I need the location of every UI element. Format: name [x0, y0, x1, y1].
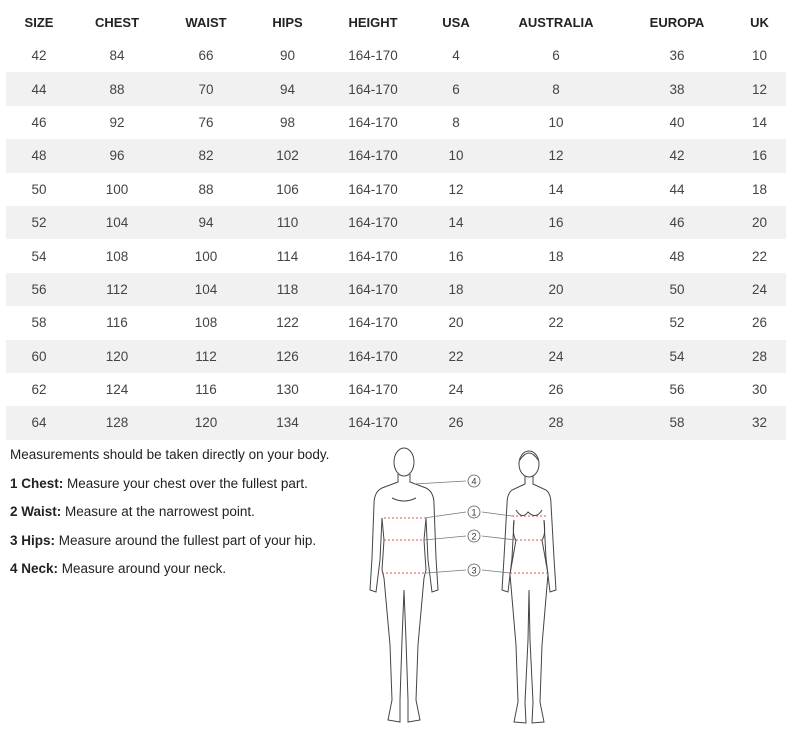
note-neck: [10, 560, 365, 578]
table-row: [6, 239, 786, 272]
marker-3: [468, 564, 480, 576]
note-hips: [10, 532, 365, 550]
cell-australia: 26: [548, 382, 564, 398]
table-row: [6, 306, 786, 339]
notes-intro: Measurements should be taken directly on your body.: [10, 447, 330, 462]
header-hips: HIPS: [272, 15, 303, 30]
cell-hips: 106: [276, 181, 299, 197]
cell-usa: 12: [448, 181, 464, 197]
cell-height: 164-170: [348, 114, 398, 130]
cell-australia: 8: [491, 72, 621, 105]
cell-uk: 30: [751, 382, 768, 398]
cell-hips: 102: [250, 139, 325, 172]
cell-australia: 6: [552, 48, 560, 64]
cell-size: 44: [6, 72, 72, 105]
cell-chest: 84: [109, 48, 125, 64]
cell-size: 50: [31, 181, 47, 197]
cell-usa: 8: [452, 114, 460, 130]
cell-usa: 20: [448, 315, 464, 331]
cell-australia: 12: [491, 139, 621, 172]
header-height: HEIGHT: [348, 15, 398, 30]
male-figure-icon: [370, 448, 438, 722]
cell-europa: 56: [669, 382, 685, 398]
cell-size: 48: [6, 139, 72, 172]
cell-chest: 128: [72, 406, 162, 439]
note-hips-label: 3 Hips:: [10, 532, 56, 548]
cell-height: 164-170: [348, 48, 398, 64]
cell-uk: 20: [733, 206, 786, 239]
cell-size: 46: [31, 114, 47, 130]
cell-size: 62: [31, 382, 47, 398]
header-usa: USA: [442, 15, 470, 30]
table-row: [6, 373, 786, 406]
cell-chest: 108: [105, 248, 129, 264]
cell-europa: 40: [669, 114, 685, 130]
table-row: [6, 206, 786, 239]
note-hips-text: Measure around the fullest part of your hip.: [55, 532, 317, 548]
cell-height: 164-170: [348, 315, 398, 331]
size-chart-table: [6, 6, 786, 440]
note-waist-label: 2 Waist:: [10, 504, 62, 519]
cell-uk: 28: [733, 340, 786, 373]
cell-size: 58: [31, 315, 47, 331]
marker-1: [468, 506, 480, 518]
note-chest-text: Measure your chest over the fullest part.: [63, 475, 308, 491]
cell-australia: 20: [491, 273, 621, 306]
cell-height: 164-170: [325, 72, 421, 105]
cell-waist: 100: [194, 248, 218, 264]
body-measurement-diagram: [362, 440, 572, 730]
cell-hips: 94: [250, 72, 325, 105]
measurement-notes: [10, 446, 365, 589]
header-waist: WAIST: [185, 15, 227, 30]
cell-waist: 104: [162, 273, 250, 306]
cell-europa: 44: [669, 181, 685, 197]
cell-height: 164-170: [348, 181, 398, 197]
cell-hips: 98: [279, 114, 296, 130]
cell-usa: 26: [421, 406, 491, 439]
cell-height: 164-170: [325, 206, 421, 239]
cell-europa: 42: [621, 139, 733, 172]
table-row: [6, 39, 786, 72]
cell-uk: 18: [751, 181, 768, 197]
cell-waist: 66: [198, 48, 214, 64]
svg-text:4: 4: [471, 476, 477, 487]
cell-usa: 16: [448, 248, 464, 264]
note-waist: [10, 503, 365, 521]
cell-australia: 18: [548, 248, 564, 264]
cell-waist: 70: [162, 72, 250, 105]
leader-lines: [414, 481, 516, 573]
table-row: [6, 106, 786, 139]
table-body: [6, 39, 786, 440]
cell-australia: 28: [491, 406, 621, 439]
cell-height: 164-170: [325, 273, 421, 306]
cell-chest: 88: [72, 72, 162, 105]
cell-australia: 22: [548, 315, 564, 331]
cell-height: 164-170: [325, 340, 421, 373]
table-row: [6, 273, 786, 306]
cell-europa: 48: [669, 248, 685, 264]
cell-size: 64: [6, 406, 72, 439]
cell-waist: 82: [162, 139, 250, 172]
marker-4: [468, 475, 480, 487]
cell-usa: 6: [421, 72, 491, 105]
header-europa: EUROPA: [649, 15, 705, 30]
cell-uk: 10: [751, 48, 768, 64]
cell-chest: 124: [105, 382, 129, 398]
marker-2: [468, 530, 480, 542]
cell-usa: 24: [448, 382, 464, 398]
cell-chest: 112: [72, 273, 162, 306]
cell-europa: 58: [621, 406, 733, 439]
cell-waist: 88: [198, 181, 214, 197]
cell-waist: 120: [162, 406, 250, 439]
cell-hips: 134: [250, 406, 325, 439]
cell-uk: 26: [751, 315, 768, 331]
cell-height: 164-170: [348, 382, 398, 398]
cell-size: 56: [6, 273, 72, 306]
header-chest: CHEST: [94, 15, 140, 30]
svg-text:3: 3: [471, 565, 477, 576]
note-chest: [10, 475, 365, 493]
cell-chest: 100: [105, 181, 129, 197]
table-row: [6, 340, 786, 373]
cell-usa: 4: [452, 48, 460, 64]
cell-size: 60: [6, 340, 72, 373]
cell-europa: 50: [621, 273, 733, 306]
header-uk: UK: [750, 15, 769, 30]
cell-uk: 32: [733, 406, 786, 439]
cell-australia: 24: [491, 340, 621, 373]
measurement-lines: [382, 516, 548, 573]
cell-australia: 10: [548, 114, 564, 130]
cell-europa: 52: [669, 315, 685, 331]
cell-height: 164-170: [348, 248, 398, 264]
cell-height: 164-170: [325, 406, 421, 439]
cell-australia: 16: [491, 206, 621, 239]
table-row: [6, 72, 786, 105]
cell-uk: 14: [751, 114, 768, 130]
header-size: SIZE: [24, 15, 54, 30]
cell-chest: 92: [109, 114, 125, 130]
cell-usa: 18: [421, 273, 491, 306]
cell-chest: 104: [72, 206, 162, 239]
cell-usa: 14: [421, 206, 491, 239]
note-waist-text: Measure at the narrowest point.: [61, 504, 255, 519]
note-chest-label: 1 Chest:: [10, 475, 64, 491]
cell-height: 164-170: [325, 139, 421, 172]
cell-hips: 118: [250, 273, 325, 306]
svg-text:2: 2: [471, 531, 477, 542]
cell-europa: 38: [621, 72, 733, 105]
cell-hips: 122: [276, 315, 299, 331]
cell-hips: 114: [276, 248, 299, 264]
header-australia: AUSTRALIA: [518, 15, 594, 30]
cell-waist: 108: [194, 315, 218, 331]
cell-hips: 130: [276, 382, 299, 398]
cell-europa: 54: [621, 340, 733, 373]
cell-waist: 94: [162, 206, 250, 239]
cell-uk: 22: [751, 248, 768, 264]
female-figure-icon: [502, 451, 556, 723]
table-row: [6, 139, 786, 172]
note-neck-text: Measure around your neck.: [58, 561, 227, 576]
cell-europa: 46: [621, 206, 733, 239]
cell-chest: 116: [106, 315, 128, 331]
cell-chest: 120: [72, 340, 162, 373]
cell-waist: 116: [195, 382, 217, 398]
cell-waist: 76: [198, 114, 214, 130]
cell-usa: 10: [421, 139, 491, 172]
svg-text:1: 1: [471, 507, 477, 518]
table-header-row: [6, 6, 786, 39]
note-neck-label: 4 Neck:: [10, 561, 59, 576]
cell-hips: 110: [250, 206, 325, 239]
cell-chest: 96: [72, 139, 162, 172]
cell-waist: 112: [162, 340, 250, 373]
cell-uk: 24: [733, 273, 786, 306]
cell-size: 42: [31, 48, 47, 64]
cell-hips: 126: [250, 340, 325, 373]
table-row: [6, 173, 786, 206]
cell-australia: 14: [548, 181, 564, 197]
cell-europa: 36: [669, 48, 685, 64]
cell-size: 54: [31, 248, 47, 264]
cell-uk: 16: [733, 139, 786, 172]
cell-usa: 22: [421, 340, 491, 373]
cell-size: 52: [6, 206, 72, 239]
table-row: [6, 406, 786, 439]
cell-hips: 90: [279, 48, 296, 64]
cell-uk: 12: [733, 72, 786, 105]
